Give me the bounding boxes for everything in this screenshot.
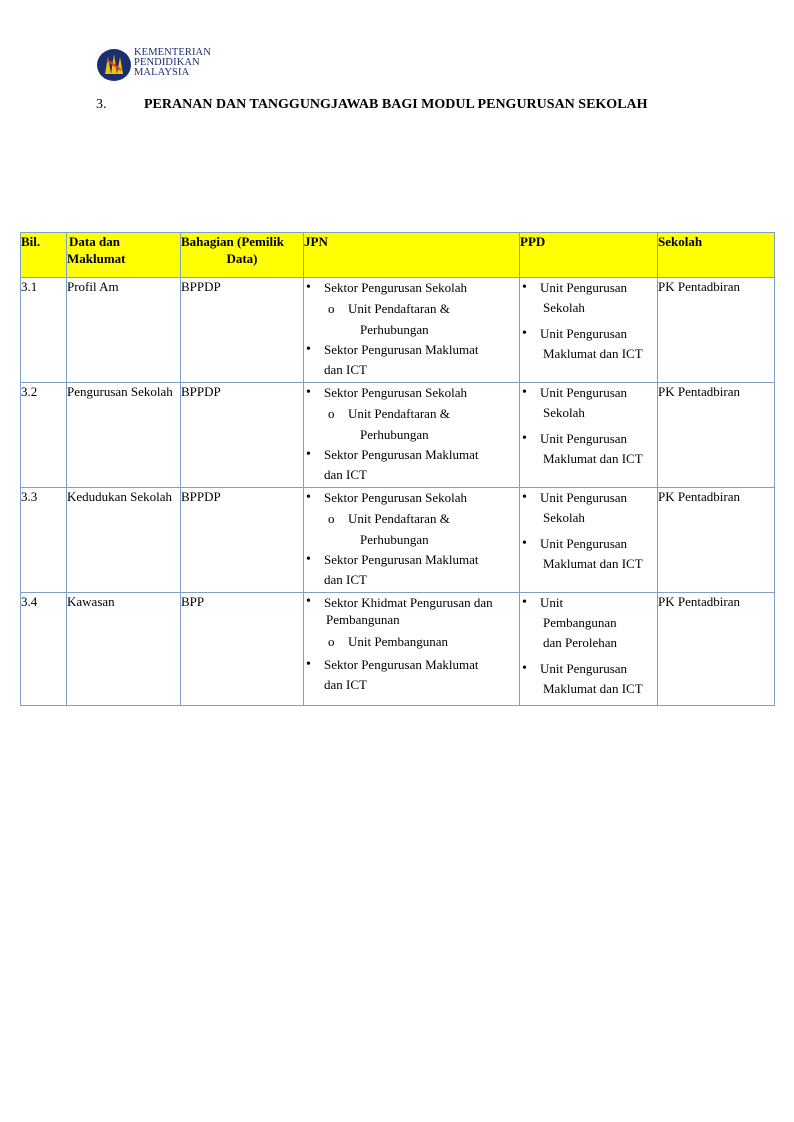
list-item: • Sektor Pengurusan Maklumat dan ICT	[304, 445, 519, 485]
list-item: o Unit Pendaftaran & Perhubungan	[324, 298, 519, 340]
table-header-row	[21, 233, 775, 278]
list-item: o Unit Pendaftaran & Perhubungan	[324, 403, 519, 445]
cell-sekolah: PK Pentadbiran	[658, 278, 775, 383]
header-sekolah: Sekolah	[658, 233, 775, 278]
list-item: • Unit Pengurusan Sekolah	[520, 383, 657, 423]
cell-bil: 3.2	[21, 383, 67, 488]
header-data-maklumat: Data dan Maklumat	[67, 233, 181, 278]
cell-bil: 3.3	[21, 488, 67, 593]
cell-bahagian: BPPDP	[181, 383, 304, 488]
list-item: o Unit Pembangunan	[324, 631, 519, 652]
list-item: • Sektor Pengurusan Sekolah o Unit Pendaftaran & Perhubungan	[304, 383, 519, 445]
list-item: • Sektor Pengurusan Maklumat dan ICT	[304, 340, 519, 380]
cell-ppd	[520, 278, 658, 383]
list-item: • Unit Pengurusan Maklumat dan ICT	[520, 429, 657, 469]
cell-ppd	[520, 383, 658, 488]
list-item: • Unit Pengurusan Maklumat dan ICT	[520, 659, 657, 699]
cell-jpn	[304, 278, 520, 383]
list-item: • Sektor Pengurusan Sekolah o Unit Pendaftaran & Perhubungan	[304, 278, 519, 340]
cell-jpn	[304, 488, 520, 593]
cell-data: Profil Am	[67, 278, 181, 383]
cell-data: Kedudukan Sekolah	[67, 488, 181, 593]
logo-wordmark: KEMENTERIAN PENDIDIKAN MALAYSIA	[134, 47, 211, 78]
list-item: • Sektor Khidmat Pengurusan dan Pembangunan o Unit Pembangunan	[304, 593, 519, 652]
list-item: • Sektor Pengurusan Maklumat dan ICT	[304, 550, 519, 590]
ministry-emblem-icon	[96, 48, 132, 82]
table-row	[21, 488, 775, 593]
header-bil: Bil.	[21, 233, 67, 278]
cell-sekolah: PK Pentadbiran	[658, 488, 775, 593]
cell-bil: 3.4	[21, 593, 67, 706]
list-item: o Unit Pendaftaran & Perhubungan	[324, 508, 519, 550]
list-item: • Unit Pengurusan Sekolah	[520, 278, 657, 318]
table-row	[21, 278, 775, 383]
table-row	[21, 383, 775, 488]
cell-ppd	[520, 593, 658, 706]
list-item: • Unit Pengurusan Maklumat dan ICT	[520, 534, 657, 574]
cell-bahagian: BPPDP	[181, 278, 304, 383]
cell-data: Kawasan	[67, 593, 181, 706]
roles-table	[20, 232, 775, 706]
table-row	[21, 593, 775, 706]
cell-bahagian: BPPDP	[181, 488, 304, 593]
list-item: • Unit Pembangunan dan Perolehan	[520, 593, 657, 653]
header-jpn: JPN	[304, 233, 520, 278]
cell-bahagian: BPP	[181, 593, 304, 706]
list-item: • Unit Pengurusan Maklumat dan ICT	[520, 324, 657, 364]
header-ppd: PPD	[520, 233, 658, 278]
cell-data: Pengurusan Sekolah	[67, 383, 181, 488]
cell-jpn	[304, 593, 520, 706]
section-title: PERANAN DAN TANGGUNGJAWAB BAGI MODUL PENGURUSAN SEKOLAH	[144, 97, 648, 112]
header-bahagian: Bahagian (Pemilik Data)	[181, 233, 304, 278]
cell-sekolah: PK Pentadbiran	[658, 593, 775, 706]
cell-jpn	[304, 383, 520, 488]
cell-bil: 3.1	[21, 278, 67, 383]
ministry-logo	[96, 47, 226, 83]
list-item: • Unit Pengurusan Sekolah	[520, 488, 657, 528]
cell-ppd	[520, 488, 658, 593]
list-item: • Sektor Pengurusan Maklumat dan ICT	[304, 655, 519, 695]
list-item: • Sektor Pengurusan Sekolah o Unit Pendaftaran & Perhubungan	[304, 488, 519, 550]
cell-sekolah: PK Pentadbiran	[658, 383, 775, 488]
section-number: 3.	[96, 97, 107, 112]
